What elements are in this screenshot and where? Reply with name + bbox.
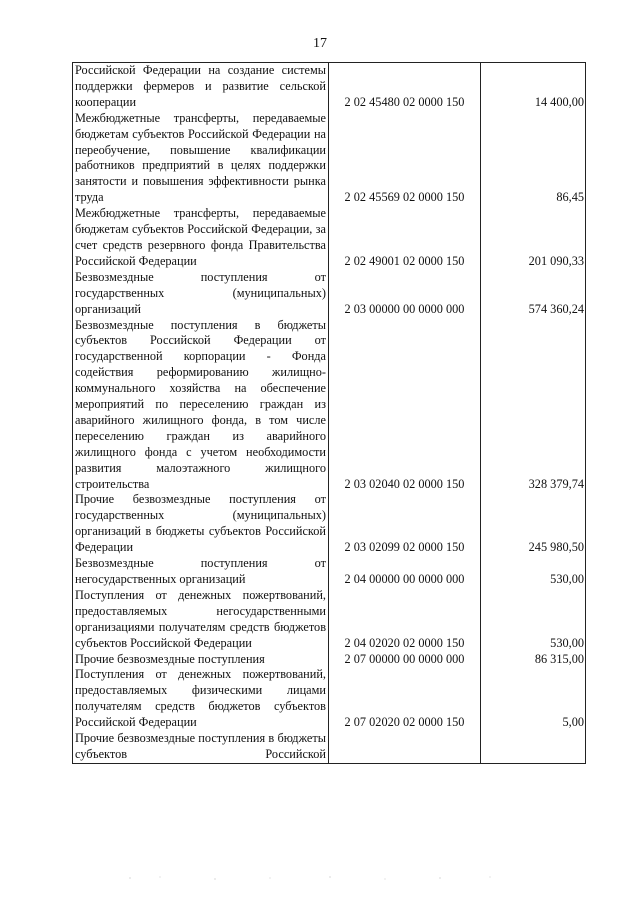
row-code: 2 04 00000 00 0000 000 (329, 556, 481, 588)
row-name: Поступления от денежных пожертвований, предоставляемых негосударственными организациями получателям средств бюджетов субъектов Российской Федерации (73, 588, 329, 652)
row-amount: 530,00 (481, 556, 586, 588)
row-amount: 530,00 (481, 588, 586, 652)
row-name: Безвозмездные поступления от негосударственных организаций (73, 556, 329, 588)
table-row (73, 667, 586, 731)
row-name: Межбюджетные трансферты, передаваемые бюджетам субъектов Российской Федерации, за счет средств резервного фонда Правительства Российской Федерации (73, 206, 329, 270)
row-code: 2 04 02020 02 0000 150 (329, 588, 481, 652)
table-row (73, 731, 586, 763)
row-code: 2 07 02020 02 0000 150 (329, 667, 481, 731)
page-number: 17 (313, 36, 327, 51)
scan-noise (120, 875, 520, 881)
table-row (73, 63, 586, 111)
table-row (73, 588, 586, 652)
table-row (73, 652, 586, 668)
row-amount: 14 400,00 (481, 63, 586, 111)
row-name: Поступления от денежных пожертвований, предоставляемых физическими лицами получателям средств бюджетов субъектов Российской Федерации (73, 667, 329, 731)
row-amount: 5,00 (481, 667, 586, 731)
row-name: Прочие безвозмездные поступления (73, 652, 329, 668)
row-code: 2 02 45569 02 0000 150 (329, 111, 481, 206)
row-amount: 86,45 (481, 111, 586, 206)
row-amount: 245 980,50 (481, 492, 586, 556)
row-code: 2 02 45480 02 0000 150 (329, 63, 481, 111)
row-name: Прочие безвозмездные поступления в бюджеты субъектов Российской (73, 731, 329, 763)
table-row (73, 556, 586, 588)
row-code: 2 03 02040 02 0000 150 (329, 318, 481, 493)
row-name: Безвозмездные поступления от государственных (муниципальных) организаций (73, 270, 329, 318)
row-name: Межбюджетные трансферты, передаваемые бюджетам субъектов Российской Федерации на переобучение, повышение квалификации работников предприятий в целях поддержки занятости и повышения эффективности рынка труда (73, 111, 329, 206)
row-name: Российской Федерации на создание системы поддержки фермеров и развитие сельской кооперации (73, 63, 329, 111)
row-amount: 328 379,74 (481, 318, 586, 493)
row-code: 2 03 02099 02 0000 150 (329, 492, 481, 556)
row-amount: 574 360,24 (481, 270, 586, 318)
row-amount: 201 090,33 (481, 206, 586, 270)
table-row (73, 206, 586, 270)
row-code: 2 03 00000 00 0000 000 (329, 270, 481, 318)
row-code: 2 07 00000 00 0000 000 (329, 652, 481, 668)
table-row (73, 492, 586, 556)
table-row (73, 270, 586, 318)
row-name: Безвозмездные поступления в бюджеты субъектов Российской Федерации от государственной корпорации - Фонда содействия реформированию жилищно-коммунального хозяйства на обеспечение мероприятий по переселению граждан из аварийного жилищного фонда, в том числе переселению граждан из аварийного жилищного фонда с учетом необходимости развития малоэтажного жилищного строительства (73, 318, 329, 493)
revenue-table (72, 62, 586, 764)
row-amount (481, 731, 586, 763)
row-name: Прочие безвозмездные поступления от государственных (муниципальных) организаций в бюджеты субъектов Российской Федерации (73, 492, 329, 556)
table-row (73, 111, 586, 206)
table-row (73, 318, 586, 493)
row-code: 2 02 49001 02 0000 150 (329, 206, 481, 270)
row-code (329, 731, 481, 763)
row-amount: 86 315,00 (481, 652, 586, 668)
